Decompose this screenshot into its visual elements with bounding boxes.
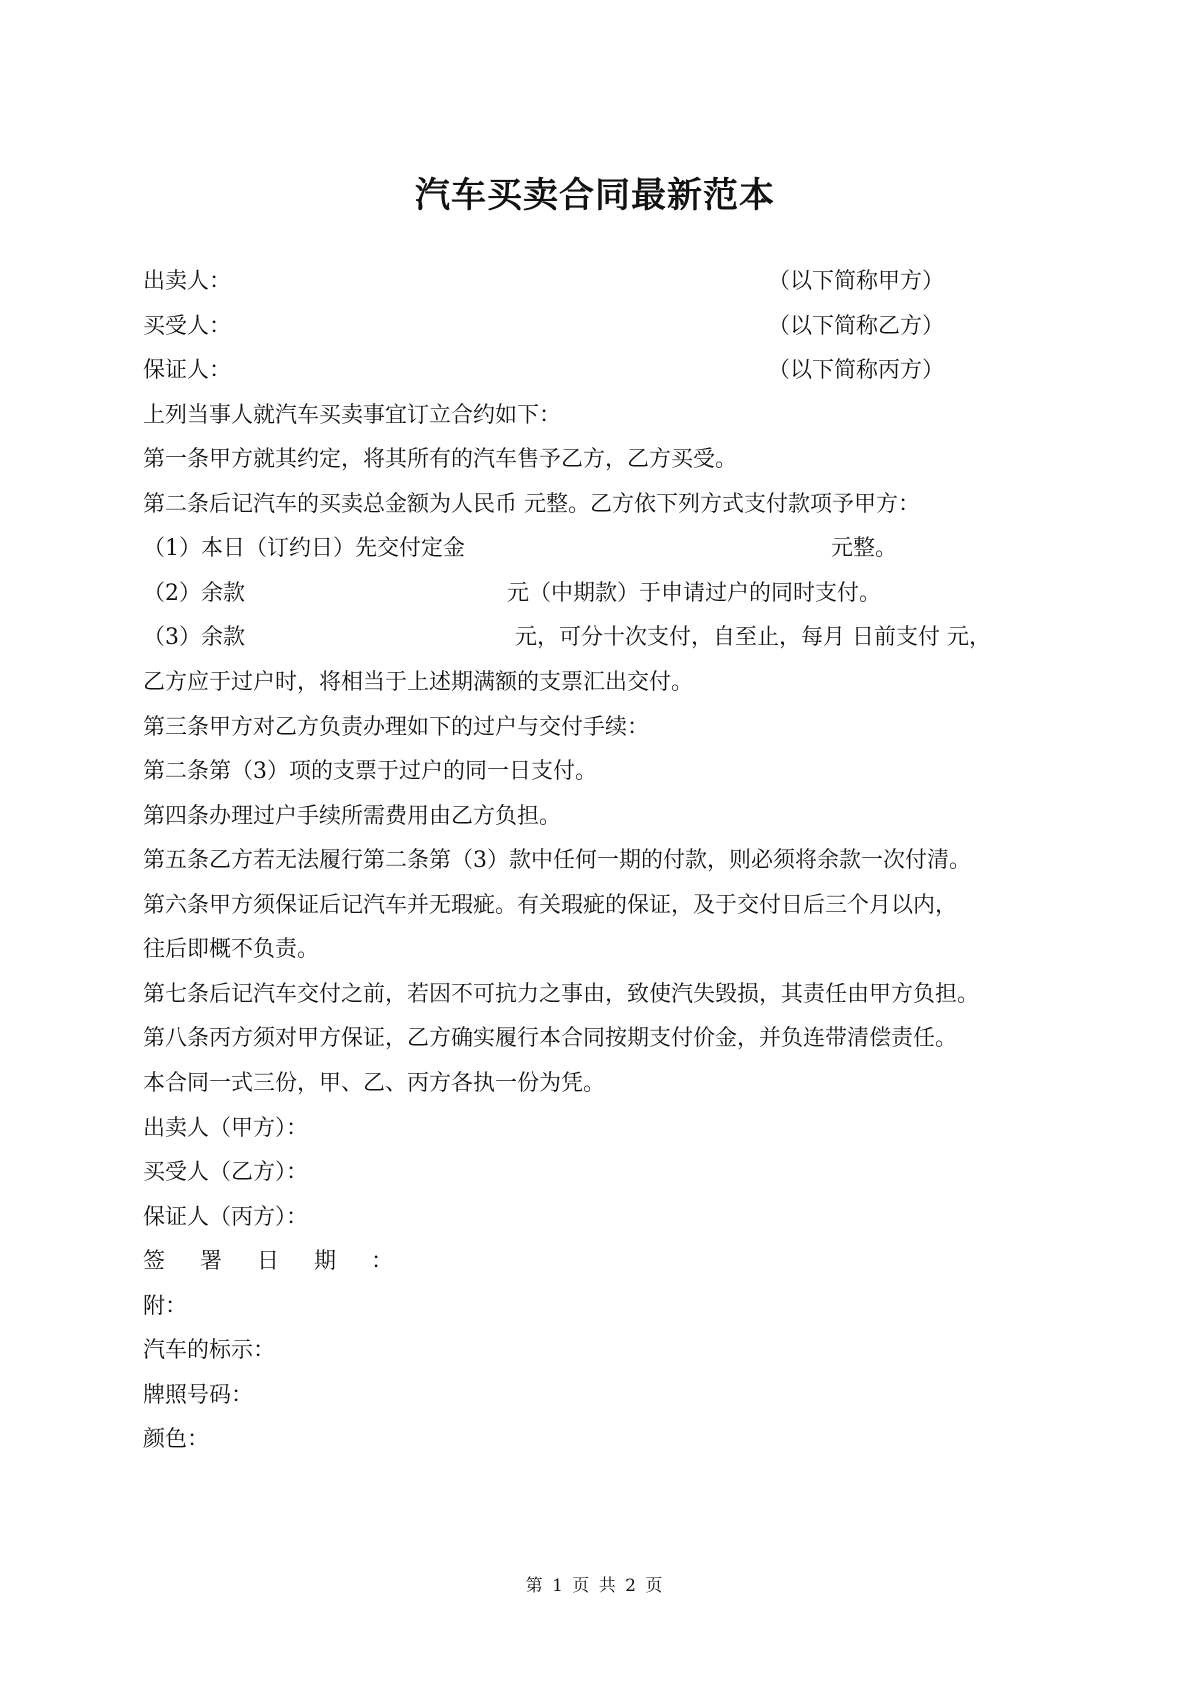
- signature-guarantor: 保证人（丙方）：: [143, 1205, 309, 1230]
- signature-date: 签 署 日 期 ：: [143, 1249, 407, 1274]
- payment-item-2-text: （2）余款: [143, 581, 245, 606]
- payment-item-3-continued: 乙方应于过户时，将相当于上述期满额的支票汇出交付。: [143, 670, 694, 695]
- party-buyer-note: （以下简称乙方）: [768, 314, 945, 339]
- party-guarantor: [143, 356, 943, 386]
- article-3: 第三条甲方对乙方负责办理如下的过户与交付手续：: [143, 715, 650, 740]
- car-color: 颜色：: [143, 1427, 210, 1452]
- article-3-detail: 第二条第（3）项的支票于过户的同一日支付。: [143, 759, 597, 784]
- attachment-heading: 附：: [143, 1294, 188, 1319]
- signature-seller: 出卖人（甲方）：: [143, 1116, 309, 1141]
- article-1: 第一条甲方就其约定，将其所有的汽车售予乙方，乙方买受。: [143, 447, 738, 472]
- payment-item-2-amount: 元（中期款）于申请过户的同时支付。: [507, 581, 882, 606]
- article-6: 第六条甲方须保证后记汽车并无瑕疵。有关瑕疵的保证，及于交付日后三个月以内，: [143, 893, 958, 918]
- party-seller: [143, 267, 943, 297]
- car-identification: 汽车的标示：: [143, 1338, 276, 1363]
- signature-buyer: 买受人（乙方）：: [143, 1160, 309, 1185]
- copies-clause: 本合同一式三份，甲、乙、丙方各执一份为凭。: [143, 1071, 606, 1096]
- payment-item-1-amount: 元整。: [831, 536, 898, 561]
- party-buyer-label: 买受人：: [143, 314, 232, 339]
- article-2: 第二条后记汽车的买卖总金额为人民币 元整。乙方依下列方式支付款项予甲方：: [143, 492, 920, 517]
- party-seller-note: （以下简称甲方）: [768, 269, 945, 294]
- payment-item-3-text: （3）余款: [143, 625, 245, 650]
- article-7: 第七条后记汽车交付之前，若因不可抗力之事由，致使汽失毁损，其责任由甲方负担。: [143, 982, 980, 1007]
- article-5: 第五条乙方若无法履行第二条第（3）款中任何一期的付款，则必须将余款一次付清。: [143, 848, 971, 873]
- party-guarantor-label: 保证人：: [143, 358, 232, 383]
- party-buyer: [143, 312, 943, 342]
- payment-item-3-amount: 元，可分十次支付，自至止，每月 日前支付 元，: [515, 625, 991, 650]
- article-4: 第四条办理过户手续所需费用由乙方负担。: [143, 804, 562, 829]
- payment-item-1-text: （1）本日（订约日）先交付定金: [143, 536, 465, 561]
- article-6-continued: 往后即概不负责。: [143, 937, 320, 962]
- document-title: 汽车买卖合同最新范本: [414, 175, 775, 216]
- intro-paragraph: 上列当事人就汽车买卖事宜订立合约如下：: [143, 403, 562, 428]
- page-footer: 第 1 页 共 2 页: [525, 1576, 665, 1596]
- party-guarantor-note: （以下简称丙方）: [768, 358, 945, 383]
- plate-number: 牌照号码：: [143, 1383, 254, 1408]
- party-seller-label: 出卖人：: [143, 269, 232, 294]
- article-8: 第八条丙方须对甲方保证，乙方确实履行本合同按期支付价金，并负连带清偿责任。: [143, 1026, 958, 1051]
